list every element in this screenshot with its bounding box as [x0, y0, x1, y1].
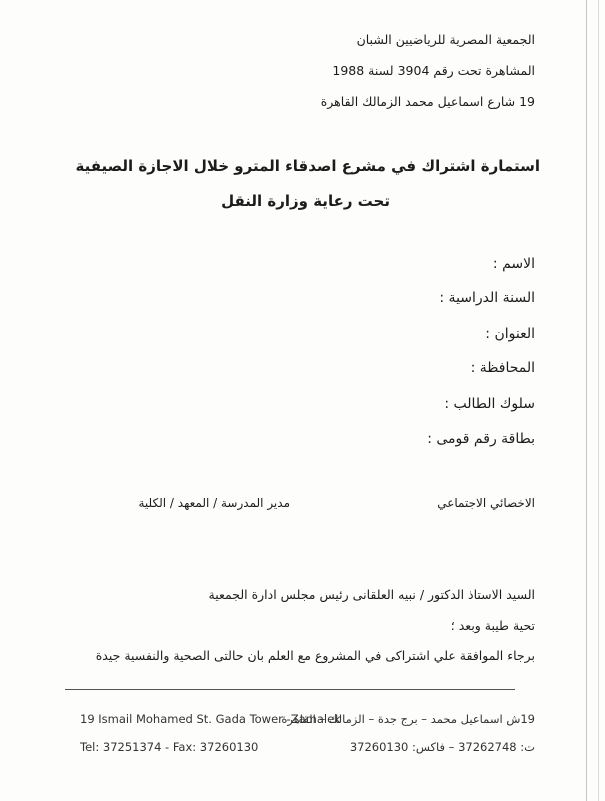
- field-student-behavior: سلوك الطالب :: [444, 396, 535, 412]
- letter-greeting: تحية طيبة وبعد ؛: [450, 618, 535, 633]
- footer-divider: [65, 689, 515, 690]
- footer-tel-en: Tel: 37251374 - Fax: 37260130: [80, 740, 259, 754]
- org-address: 19 شارع اسماعيل محمد الزمالك القاهرة: [320, 94, 535, 109]
- footer-address-en: 19 Ismail Mohamed St. Gada Tower -Zamalek: [80, 712, 341, 726]
- scan-edge-line: [598, 0, 599, 801]
- field-governorate: المحافظة :: [470, 360, 535, 376]
- footer-tel-ar: ت: 37262748 – فاكس: 37260130: [349, 740, 535, 754]
- footer-address-ar: 19ش اسماعيل محمد – برج جدة – الزمالك – القاهرة: [281, 712, 535, 726]
- field-address: العنوان :: [485, 326, 535, 342]
- signature-social-worker: الاخصائي الاجتماعي: [437, 496, 535, 510]
- scan-edge-line: [586, 0, 587, 801]
- form-title: استمارة اشتراك في مشرع اصدقاء المترو خلال الاجازة الصيفية: [75, 157, 540, 175]
- form-subtitle: تحت رعاية وزارة النقل: [221, 192, 390, 210]
- letter-body: برجاء الموافقة علي اشتراكى في المشروع مع العلم بان حالتى الصحية والنفسية جيدة: [95, 648, 535, 663]
- field-national-id: بطاقة رقم قومى :: [427, 431, 535, 447]
- field-name: الاسم :: [492, 256, 535, 272]
- letter-salutation: السيد الاستاذ الدكتور / نبيه العلقانى رئيس مجلس ادارة الجمعية: [208, 587, 535, 602]
- org-name: الجمعية المصرية للرياضيين الشبان: [356, 32, 535, 47]
- signature-school-director: مدير المدرسة / المعهد / الكلية: [138, 496, 290, 510]
- field-school-year: السنة الدراسية :: [439, 290, 535, 306]
- org-registration: المشاهرة تحت رقم 3904 لسنة 1988: [332, 63, 535, 78]
